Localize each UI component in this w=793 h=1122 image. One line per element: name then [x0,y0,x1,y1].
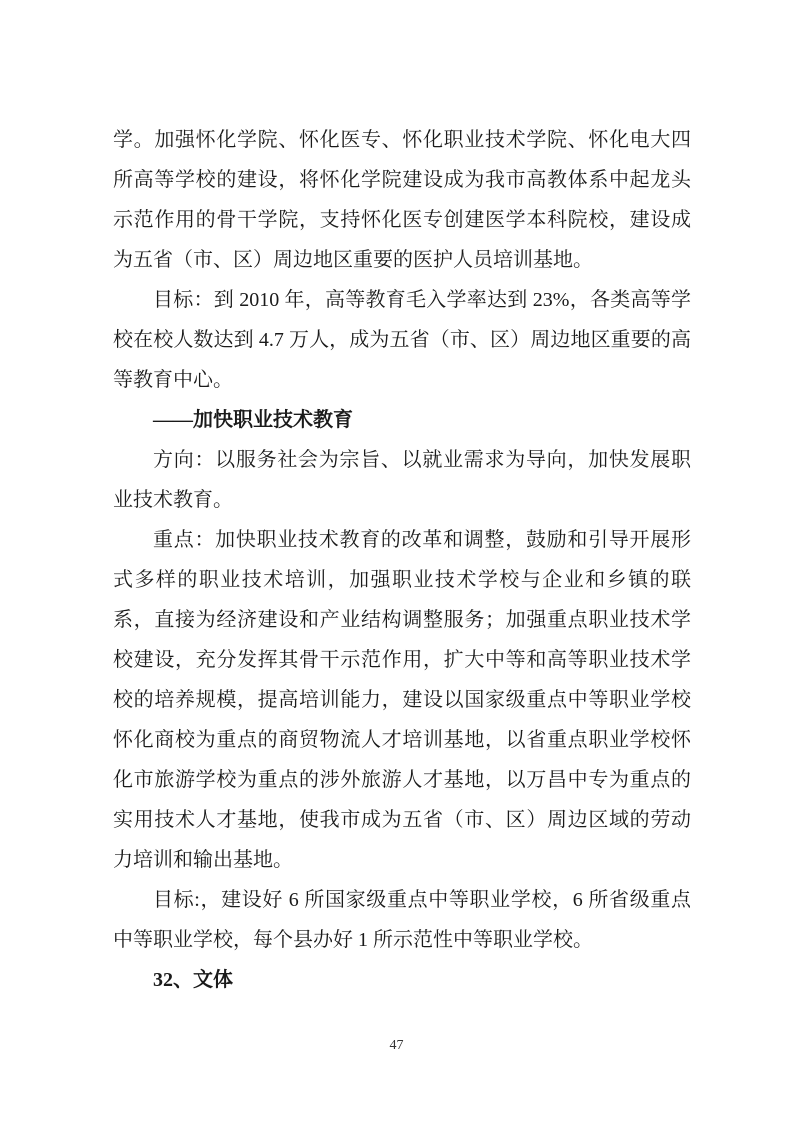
document-text-block [113,120,691,1000]
heading-section-32-culture-sports: 32、文体 [153,969,233,991]
paragraph-higher-education-continuation: 学。加强怀化学院、怀化医专、怀化职业技术学院、怀化电大四所高等学校的建设，将怀化学院建设成为我市高教体系中起龙头示范作用的骨干学院，支持怀化医专创建医学本科院校，建设成为五省（市、区）周边地区重要的医护人员培训基地。 [113,129,691,271]
paragraph-goal-higher-education: 目标：到 2010 年，高等教育毛入学率达到 23%，各类高等学校在校人数达到 4.7 万人，成为五省（市、区）周边地区重要的高等教育中心。 [113,289,691,391]
paragraph-key-points: 重点：加快职业技术教育的改革和调整，鼓励和引导开展形式多样的职业技术培训，加强职业技术学校与企业和乡镇的联系，直接为经济建设和产业结构调整服务；加强重点职业技术学校建设，充分发挥其骨干示范作用，扩大中等和高等职业技术学校的培养规模，提高培训能力，建设以国家级重点中等职业学校怀化商校为重点的商贸物流人才培训基地，以省重点职业学校怀化市旅游学校为重点的涉外旅游人才基地，以万昌中专为重点的实用技术人才基地，使我市成为五省（市、区）周边区域的劳动力培训和输出基地。 [113,529,691,871]
page-number: 47 [389,1038,404,1053]
paragraph-direction: 方向：以服务社会为宗旨、以就业需求为导向，加快发展职业技术教育。 [113,449,691,511]
heading-accelerate-vocational-education: ——加快职业技术教育 [153,409,353,431]
paragraph-goal-vocational-schools: 目标:，建设好 6 所国家级重点中等职业学校，6 所省级重点中等职业学校，每个县办好 1 所示范性中等职业学校。 [113,889,691,951]
